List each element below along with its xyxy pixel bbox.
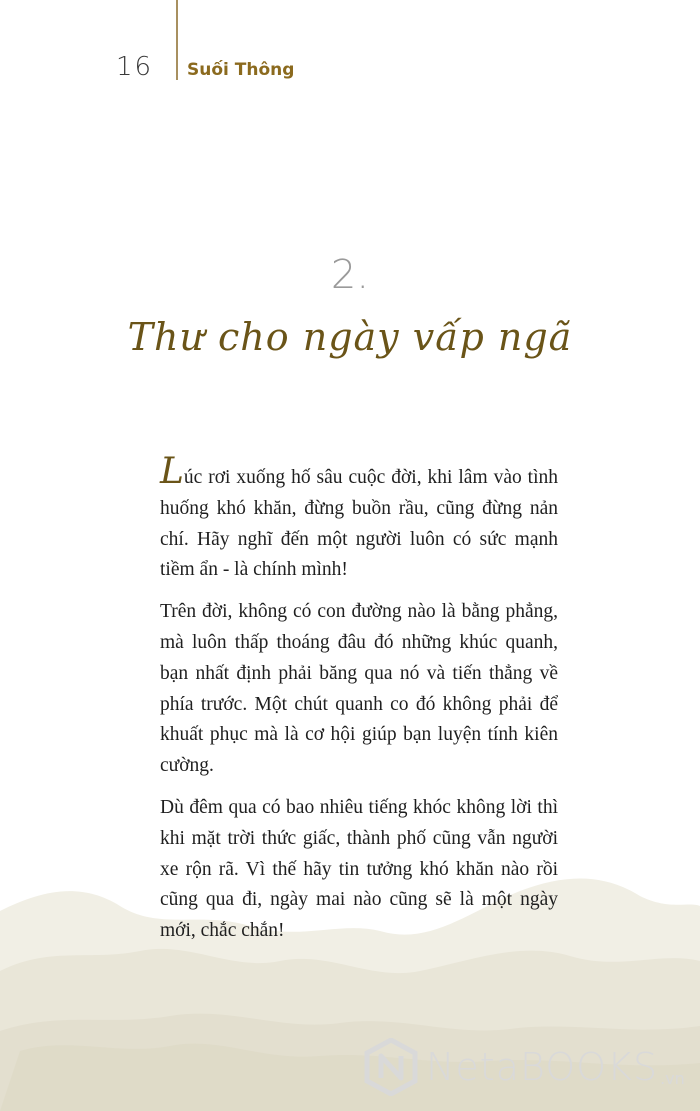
- paragraph-1: [160, 451, 558, 586]
- page-number: 16: [116, 52, 154, 82]
- header-divider: [176, 0, 178, 80]
- publisher-domain: .vn: [660, 1069, 685, 1088]
- paragraph-2: Trên đời, không có con đường nào là bằng phẳng, mà luôn thấp thoáng đâu đó những khúc quanh, bạn nhất định phải băng qua nó và tiến thẳng về phía trước. Một chút quanh co đó không phải để khuất phục mà là cơ hội giúp bạn luyện tính kiên cường.: [160, 601, 558, 777]
- publisher-brand: NetaBOOKS: [426, 1045, 659, 1089]
- running-header-title: Suối Thông: [187, 60, 295, 80]
- neta-logo-icon: [364, 1038, 418, 1096]
- publisher-watermark: [364, 1038, 685, 1096]
- paragraph-1-text: úc rơi xuống hố sâu cuộc đời, khi lâm vào tình huống khó khăn, đừng buồn rầu, cũng đừng nản chí. Hãy nghĩ đến một người luôn có sức mạnh tiềm ẩn - là chính mình!: [160, 467, 558, 581]
- chapter-title: Thư cho ngày vấp ngã: [127, 315, 573, 359]
- paragraph-3: Dù đêm qua có bao nhiêu tiếng khóc không lời thì khi mặt trời thức giấc, thành phố cũng vẫn người xe rộn rã. Vì thế hãy tin tưởng khó khăn nào rồi cũng qua đi, ngày mai nào cũng sẽ là một ngày mới, chắc chắn!: [160, 796, 558, 942]
- drop-cap: L: [160, 451, 184, 492]
- chapter-number: 2.: [330, 252, 370, 298]
- body-text: [160, 451, 558, 958]
